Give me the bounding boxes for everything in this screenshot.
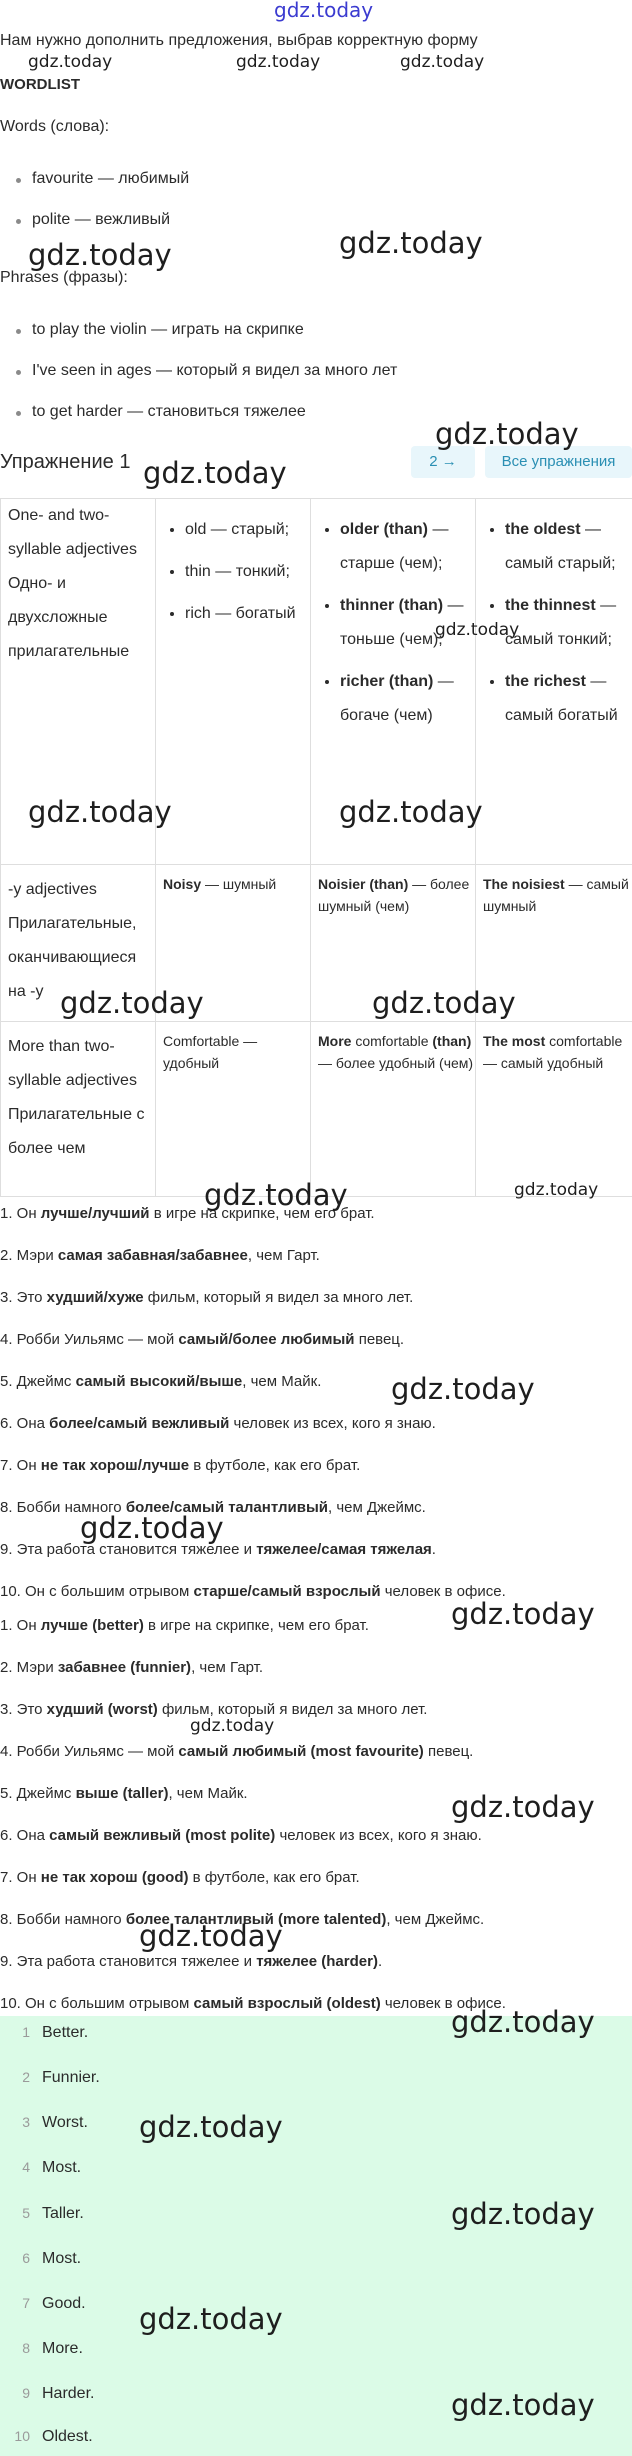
list-item: 2 Funnier. (22, 2069, 100, 2086)
watermark: gdz.today (139, 2110, 283, 2144)
rule-label-en: More than two-syllable adjectives (8, 1038, 137, 1089)
wordlist-title: WORDLIST (0, 76, 80, 93)
list-item: 4 Most. (22, 2159, 82, 2176)
list-item: 1. Он лучше (better) в игре на скрипке, чем его брат. (0, 1617, 369, 1634)
phrases-list (0, 317, 397, 440)
watermark: gdz.today (339, 226, 483, 260)
next-exercise-button[interactable]: 2 → (411, 446, 475, 478)
table-cell: The most comfortable — самый удобный (476, 1022, 632, 1197)
list-item: 3. Это худший (worst) фильм, который я видел за много лет. (0, 1701, 428, 1718)
words-label: Words (слова): (0, 118, 110, 135)
list-item: • the richest — самый богатый (505, 665, 632, 733)
list-item: 5 Taller. (22, 2205, 84, 2222)
list-item: I've seen in ages — который я видел за много лет (0, 358, 397, 399)
list-item: 10 Oldest. (14, 2428, 93, 2445)
rule-label-ru: Одно- и двухсложные прилагательные (8, 575, 130, 660)
table-cell: More comfortable (than) — более удобный (чем) (311, 1022, 476, 1197)
phrases-label: Phrases (фразы): (0, 269, 128, 286)
watermark: gdz.today (514, 1180, 599, 1200)
watermark: gdz.today (236, 52, 321, 72)
list-item: 8. Бобби намного более/самый талантливый, чем Джеймс. (0, 1499, 426, 1516)
list-item: 4. Робби Уильямс — мой самый/более любимый певец. (0, 1331, 405, 1348)
table-cell: The noisiest — самый шумный (476, 865, 632, 1022)
table-cell: Noisy — шумный (156, 865, 311, 1022)
watermark: gdz.today (28, 52, 113, 72)
rule-label-en: One- and two-syllable adjectives (8, 507, 137, 558)
list-item: • thinner (than) — тоньше (чем); (340, 589, 475, 657)
list-item: 8 More. (22, 2340, 83, 2357)
list-item: 3 Worst. (22, 2114, 88, 2131)
list-item: 9. Эта работа становится тяжелее и тяжелее (harder). (0, 1953, 383, 1970)
watermark: gdz.today (451, 1790, 595, 1824)
watermark: gdz.today (139, 2302, 283, 2336)
list-item: 7. Он не так хорош/лучше в футболе, как его брат. (0, 1457, 361, 1474)
list-item: 9 Harder. (22, 2385, 95, 2402)
list-item: • old — старый; (185, 513, 310, 547)
rule-label-ru: Прилагательные с более чем (8, 1106, 145, 1157)
table-cell (156, 499, 311, 865)
watermark: gdz.today (435, 417, 579, 451)
list-item: polite — вежливый (0, 207, 189, 248)
list-item: 3. Это худший/хуже фильм, который я видел за много лет. (0, 1289, 414, 1306)
list-item: 4. Робби Уильямс — мой самый любимый (most favourite) певец. (0, 1743, 474, 1760)
table-cell (1, 1022, 156, 1197)
list-item: • the thinnest — самый тонкий; (505, 589, 632, 657)
list-item: 6 Most. (22, 2250, 82, 2267)
intro-text: Нам нужно дополнить предложения, выбрав корректную форму (0, 32, 478, 49)
watermark: gdz.today (451, 2005, 595, 2039)
rule-label-en: -y adjectives (8, 881, 97, 898)
list-item: • thin — тонкий; (185, 555, 310, 589)
list-item: 7 Good. (22, 2295, 86, 2312)
list-item: 5. Джеймс самый высокий/выше, чем Майк. (0, 1373, 322, 1390)
list-item: 9. Эта работа становится тяжелее и тяжелее/самая тяжелая. (0, 1541, 436, 1558)
table-row (1, 1022, 632, 1197)
list-item: 5. Джеймс выше (taller), чем Майк. (0, 1785, 248, 1802)
list-item: 6. Она самый вежливый (most polite) человек из всех, кого я знаю. (0, 1827, 482, 1844)
watermark: gdz.today (451, 2197, 595, 2231)
rule-label-ru: Прилагательные, оканчивающиеся на -y (8, 915, 137, 1000)
watermark: gdz.today (139, 1919, 283, 1953)
list-item: 2. Мэри забавнее (funnier), чем Гарт. (0, 1659, 264, 1676)
site-logo[interactable]: gdz.today (274, 0, 374, 22)
watermark: gdz.today (451, 2388, 595, 2422)
exercise-title: Упражнение 1 (0, 451, 131, 473)
watermark: gdz.today (451, 1597, 595, 1631)
watermark: gdz.today (400, 52, 485, 72)
list-item: 8. Бобби намного более талантливый (more talented), чем Джеймс. (0, 1911, 485, 1928)
watermark: gdz.today (372, 986, 516, 1020)
list-item: • older (than) — старше (чем); (340, 513, 475, 581)
list-item: 1 Better. (22, 2024, 89, 2041)
watermark: gdz.today (143, 456, 287, 490)
list-item: 10. Он с большим отрывом самый взрослый (oldest) человек в офисе. (0, 1995, 506, 2012)
watermark: gdz.today (190, 1716, 275, 1736)
table-cell: Noisier (than) — более шумный (чем) (311, 865, 476, 1022)
words-list (0, 166, 189, 248)
watermark: gdz.today (435, 620, 520, 640)
all-exercises-button[interactable]: Все упражнения (485, 446, 632, 478)
table-cell: Comfortable — удобный (156, 1022, 311, 1197)
list-item: 2. Мэри самая забавная/забавнее, чем Гарт. (0, 1247, 320, 1264)
list-item: • the oldest — самый старый; (505, 513, 632, 581)
list-item: 7. Он не так хорош (good) в футболе, как его брат. (0, 1869, 360, 1886)
watermark: gdz.today (80, 1511, 224, 1545)
list-item: 10. Он с большим отрывом старше/самый взрослый человек в офисе. (0, 1583, 506, 1600)
watermark: gdz.today (391, 1372, 535, 1406)
list-item: • rich — богатый (185, 597, 310, 631)
table-cell (476, 499, 632, 865)
list-item: to get harder — становиться тяжелее (0, 399, 397, 440)
grammar-table (0, 498, 632, 1197)
watermark: gdz.today (339, 795, 483, 829)
watermark: gdz.today (28, 238, 172, 272)
list-item: 6. Она более/самый вежливый человек из всех, кого я знаю. (0, 1415, 436, 1432)
list-item: 1. Он лучше/лучший в игре на скрипке, чем его брат. (0, 1205, 375, 1222)
watermark: gdz.today (60, 986, 204, 1020)
list-item: favourite — любимый (0, 166, 189, 207)
list-item: • richer (than) — богаче (чем) (340, 665, 475, 733)
list-item: to play the violin — играть на скрипке (0, 317, 397, 358)
watermark: gdz.today (204, 1178, 348, 1212)
watermark: gdz.today (28, 795, 172, 829)
